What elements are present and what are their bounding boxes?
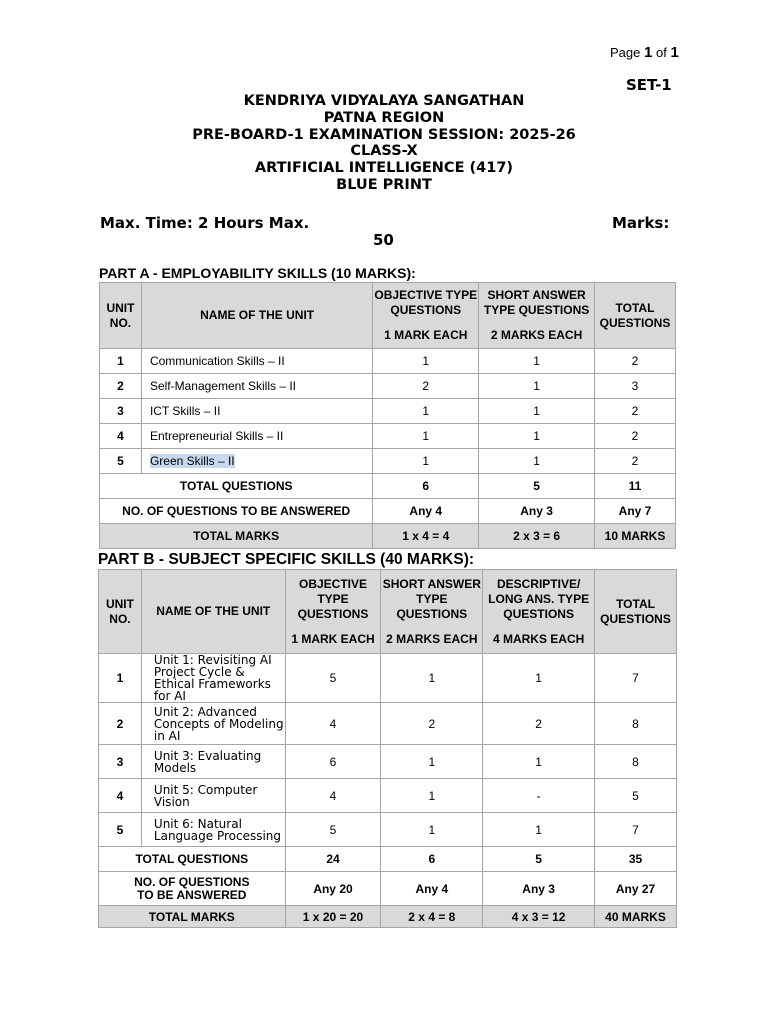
max-time: Max. Time: 2 Hours Max. [100, 214, 310, 232]
short-count: 1 [381, 779, 483, 813]
answer-short: Any 3 [479, 499, 595, 524]
total-marks-row [100, 524, 676, 549]
header-line-exam: PRE-BOARD-1 EXAMINATION SESSION: 2025-26 [192, 126, 576, 143]
total-all: 11 [595, 474, 676, 499]
objective-count: 1 [373, 424, 479, 449]
unit-no: 1 [99, 654, 142, 703]
total-marks-label: TOTAL MARKS [100, 524, 373, 549]
page-current: 1 [644, 44, 653, 61]
total-count: 2 [595, 424, 676, 449]
unit-no: 2 [99, 703, 142, 745]
total-count: 2 [595, 349, 676, 374]
descriptive-count: 1 [483, 813, 595, 847]
objective-count: 1 [373, 349, 479, 374]
objective-count: 5 [285, 654, 381, 703]
unit-no: 4 [99, 779, 142, 813]
to-answer-row [100, 499, 676, 524]
document-header [100, 93, 668, 194]
unit-name: Self-Management Skills – II [141, 374, 372, 399]
table-row [100, 374, 676, 399]
to-answer-label: NO. OF QUESTIONS TO BE ANSWERED [99, 872, 286, 906]
total-objective: 24 [285, 847, 381, 872]
short-count: 2 [381, 703, 483, 745]
header-descriptive: DESCRIPTIVE/ LONG ANS. TYPE QUESTIONS 4 MARKS EACH [483, 570, 595, 654]
total-all: 35 [595, 847, 677, 872]
page-prefix: Page [610, 45, 641, 60]
page-number [610, 44, 679, 61]
header-total-questions: TOTAL QUESTIONS [595, 283, 676, 349]
table-header-row [99, 570, 677, 654]
total-count: 2 [595, 449, 676, 474]
short-count: 1 [381, 745, 483, 779]
total-questions-label: TOTAL QUESTIONS [99, 847, 286, 872]
header-line-region: PATNA REGION [323, 109, 445, 126]
unit-name: Entrepreneurial Skills – II [141, 424, 372, 449]
to-answer-label: NO. OF QUESTIONS TO BE ANSWERED [100, 499, 373, 524]
total-count: 8 [595, 745, 677, 779]
total-count: 5 [595, 779, 677, 813]
short-count: 1 [479, 424, 595, 449]
total-objective: 6 [373, 474, 479, 499]
unit-name: Unit 1: Revisiting AI Project Cycle & Ethical Frameworks for AI [141, 654, 285, 703]
table-row [99, 779, 677, 813]
table-row [100, 449, 676, 474]
set-label: SET-1 [626, 76, 672, 94]
unit-no: 5 [99, 813, 142, 847]
header-total-questions: TOTAL QUESTIONS [595, 570, 677, 654]
part-a-table [99, 282, 676, 549]
table-row [99, 745, 677, 779]
header-line-class: CLASS-X [350, 143, 418, 160]
objective-count: 4 [285, 703, 381, 745]
header-unit-name: NAME OF THE UNIT [141, 570, 285, 654]
descriptive-count: 1 [483, 745, 595, 779]
to-answer-row [99, 872, 677, 906]
unit-no: 3 [99, 745, 142, 779]
total-count: 7 [595, 813, 677, 847]
table-row [99, 813, 677, 847]
max-marks-label: Marks: [612, 214, 670, 232]
marks-objective: 1 x 20 = 20 [285, 906, 381, 928]
objective-count: 1 [373, 399, 479, 424]
total-marks-label: TOTAL MARKS [99, 906, 286, 928]
max-marks-value: 50 [373, 231, 394, 249]
descriptive-count: 2 [483, 703, 595, 745]
answer-total: Any 27 [595, 872, 677, 906]
header-line-subject: ARTIFICIAL INTELLIGENCE (417) [254, 160, 514, 177]
table-row [100, 399, 676, 424]
part-b-table [98, 569, 677, 928]
marks-objective: 1 x 4 = 4 [373, 524, 479, 549]
table-row [99, 703, 677, 745]
unit-name: Unit 3: Evaluating Models [141, 745, 285, 779]
unit-no: 5 [100, 449, 142, 474]
unit-name [141, 449, 372, 474]
total-count: 3 [595, 374, 676, 399]
header-unit-no: UNIT NO. [100, 283, 142, 349]
short-count: 1 [479, 374, 595, 399]
unit-no: 3 [100, 399, 142, 424]
total-short: 6 [381, 847, 483, 872]
page-total: 1 [670, 44, 679, 61]
total-count: 8 [595, 703, 677, 745]
part-a-title: PART A - EMPLOYABILITY SKILLS (10 MARKS): [99, 265, 416, 281]
descriptive-count: 1 [483, 654, 595, 703]
header-unit-no: UNIT NO. [99, 570, 142, 654]
total-short: 5 [479, 474, 595, 499]
header-unit-name: NAME OF THE UNIT [141, 283, 372, 349]
total-questions-label: TOTAL QUESTIONS [100, 474, 373, 499]
answer-objective: Any 20 [285, 872, 381, 906]
answer-descriptive: Any 3 [483, 872, 595, 906]
header-line-organization: KENDRIYA VIDYALAYA SANGATHAN [243, 93, 525, 109]
short-count: 1 [479, 449, 595, 474]
short-count: 1 [381, 654, 483, 703]
objective-count: 5 [285, 813, 381, 847]
header-short-answer: SHORT ANSWER TYPE QUESTIONS 2 MARKS EACH [381, 570, 483, 654]
part-b-title: PART B - SUBJECT SPECIFIC SKILLS (40 MARKS): [98, 551, 475, 568]
header-objective: OBJECTIVE TYPE QUESTIONS 1 MARK EACH [373, 283, 479, 349]
descriptive-count: - [483, 779, 595, 813]
answer-objective: Any 4 [373, 499, 479, 524]
unit-no: 2 [100, 374, 142, 399]
marks-short: 2 x 3 = 6 [479, 524, 595, 549]
short-count: 1 [479, 349, 595, 374]
total-questions-row [100, 474, 676, 499]
marks-total: 40 MARKS [595, 906, 677, 928]
total-descriptive: 5 [483, 847, 595, 872]
table-row [99, 654, 677, 703]
unit-name: Unit 2: Advanced Concepts of Modeling in AI [141, 703, 285, 745]
short-count: 1 [381, 813, 483, 847]
marks-total: 10 MARKS [595, 524, 676, 549]
objective-count: 2 [373, 374, 479, 399]
total-count: 7 [595, 654, 677, 703]
total-count: 2 [595, 399, 676, 424]
short-count: 1 [479, 399, 595, 424]
header-objective: OBJECTIVE TYPE QUESTIONS 1 MARK EACH [285, 570, 381, 654]
table-header-row [100, 283, 676, 349]
highlighted-text[interactable]: Green Skills – II [149, 454, 235, 468]
objective-count: 4 [285, 779, 381, 813]
marks-short: 2 x 4 = 8 [381, 906, 483, 928]
header-short-answer: SHORT ANSWER TYPE QUESTIONS 2 MARKS EACH [479, 283, 595, 349]
answer-short: Any 4 [381, 872, 483, 906]
header-line-blueprint: BLUE PRINT [336, 176, 432, 193]
objective-count: 1 [373, 449, 479, 474]
total-questions-row [99, 847, 677, 872]
page-of: of [655, 45, 667, 60]
unit-name: ICT Skills – II [141, 399, 372, 424]
table-row [100, 349, 676, 374]
unit-name: Communication Skills – II [141, 349, 372, 374]
table-row [100, 424, 676, 449]
answer-total: Any 7 [595, 499, 676, 524]
unit-no: 4 [100, 424, 142, 449]
marks-descriptive: 4 x 3 = 12 [483, 906, 595, 928]
unit-no: 1 [100, 349, 142, 374]
unit-name: Unit 6: Natural Language Processing [141, 813, 285, 847]
unit-name: Unit 5: Computer Vision [141, 779, 285, 813]
total-marks-row [99, 906, 677, 928]
objective-count: 6 [285, 745, 381, 779]
